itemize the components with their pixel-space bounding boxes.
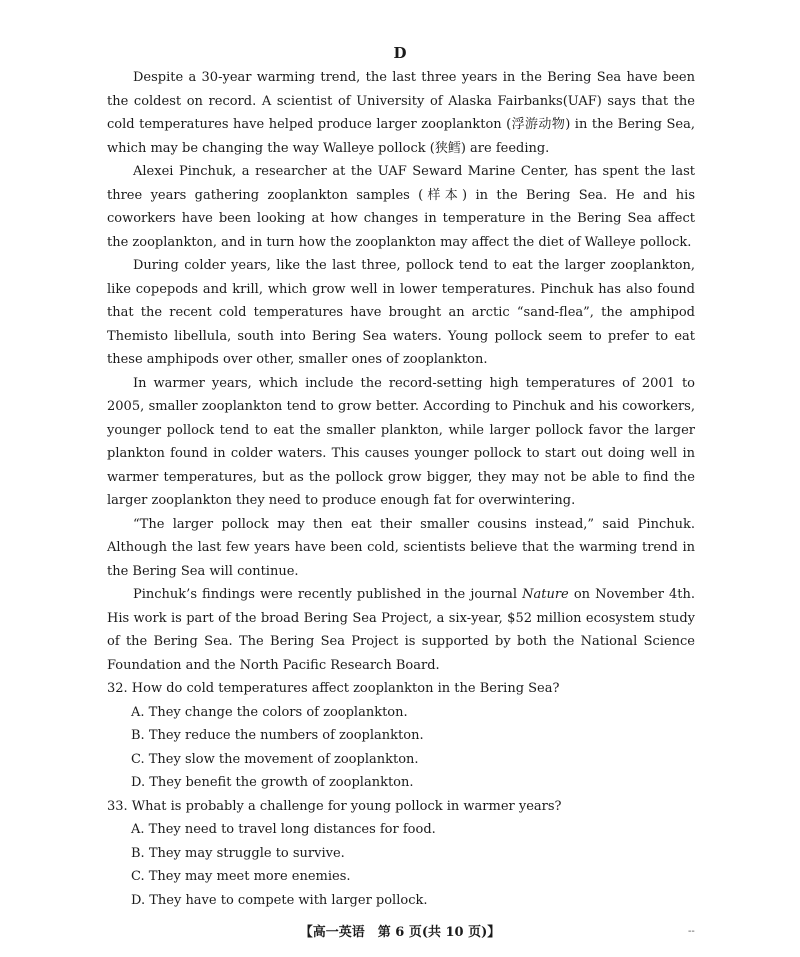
paragraph-last — [107, 583, 695, 677]
answer-option: A. They need to travel long distances for food. — [131, 822, 436, 837]
corner-mark: -- — [688, 926, 695, 937]
answer-option: A. They change the colors of zooplankton. — [131, 704, 408, 720]
paragraph-text: Pinchuk’s findings were recently published in the journal — [133, 587, 523, 602]
answer-option: B. They reduce the numbers of zooplankton. — [131, 728, 424, 743]
paragraph: “The larger pollock may then eat their smaller cousins instead,” said Pinchuk. Although the last few years have been cold, scientists believe that the warming trend in the Bering Sea will continue. — [107, 516, 695, 579]
page-footer: 【高一英语 第 6 页(共 10 页)】 — [299, 925, 501, 940]
question-stem: 33. What is probably a challenge for young pollock in warmer years? — [107, 798, 562, 814]
paragraph: Despite a 30-year warming trend, the last three years in the Bering Sea have been the coldest on record. A scientist of University of Alaska Fairbanks(UAF) says that the cold temperatures have helped produce larger zooplankton (浮游动物) in the Bering Sea, which may be changing the way Walleye pollock (狭鳕) are feeding. — [107, 70, 695, 156]
answer-option: B. They may struggle to survive. — [131, 845, 345, 861]
paragraph: Alexei Pinchuk, a researcher at the UAF Seward Marine Center, has spent the last three years gathering zooplankton samples (样本) in the Bering Sea. He and his coworkers have been looking at how changes in temperature in the Bering Sea affect the zooplankton, and in turn how the zooplankton may affect the diet of Walleye pollock. — [107, 164, 695, 250]
answer-option: D. They have to compete with larger pollock. — [131, 892, 428, 908]
passage-title: D — [393, 44, 407, 62]
paragraph: During colder years, like the last three, pollock tend to eat the larger zooplankton, like copepods and krill, which grow well in lower temperatures. Pinchuk has also found that the recent cold temperatures have brought an arctic “sand-flea”, the amphipod Themisto libellula, south into Bering Sea waters. Young pollock seem to prefer to eat these amphipods over other, smaller ones of zooplankton. — [107, 258, 695, 367]
paragraph-text: on November 4th. His work is part of the broad Bering Sea Project, a six-year, $52 million ecosystem study of the Bering Sea. The Bering Sea Project is supported by both the National Science Foundation and the North Pacific Research Board. — [107, 587, 695, 673]
passage-body — [107, 66, 695, 912]
journal-name: Nature — [522, 587, 569, 602]
paragraph: In warmer years, which include the record-setting high temperatures of 2001 to 2005, smaller zooplankton tend to grow better. According to Pinchuk and his coworkers, younger pollock tend to eat the smaller plankton, while larger pollock favor the larger plankton found in colder waters. This causes younger pollock to start out doing well in warmer temperatures, but as the pollock grow bigger, they may not be able to find the larger zooplankton they need to produce enough fat for overwintering. — [107, 375, 695, 508]
answer-option: C. They slow the movement of zooplankton. — [131, 751, 419, 767]
answer-option: D. They benefit the growth of zooplankton. — [131, 775, 414, 790]
answer-option: C. They may meet more enemies. — [131, 869, 351, 884]
question-stem: 32. How do cold temperatures affect zooplankton in the Bering Sea? — [107, 681, 560, 696]
